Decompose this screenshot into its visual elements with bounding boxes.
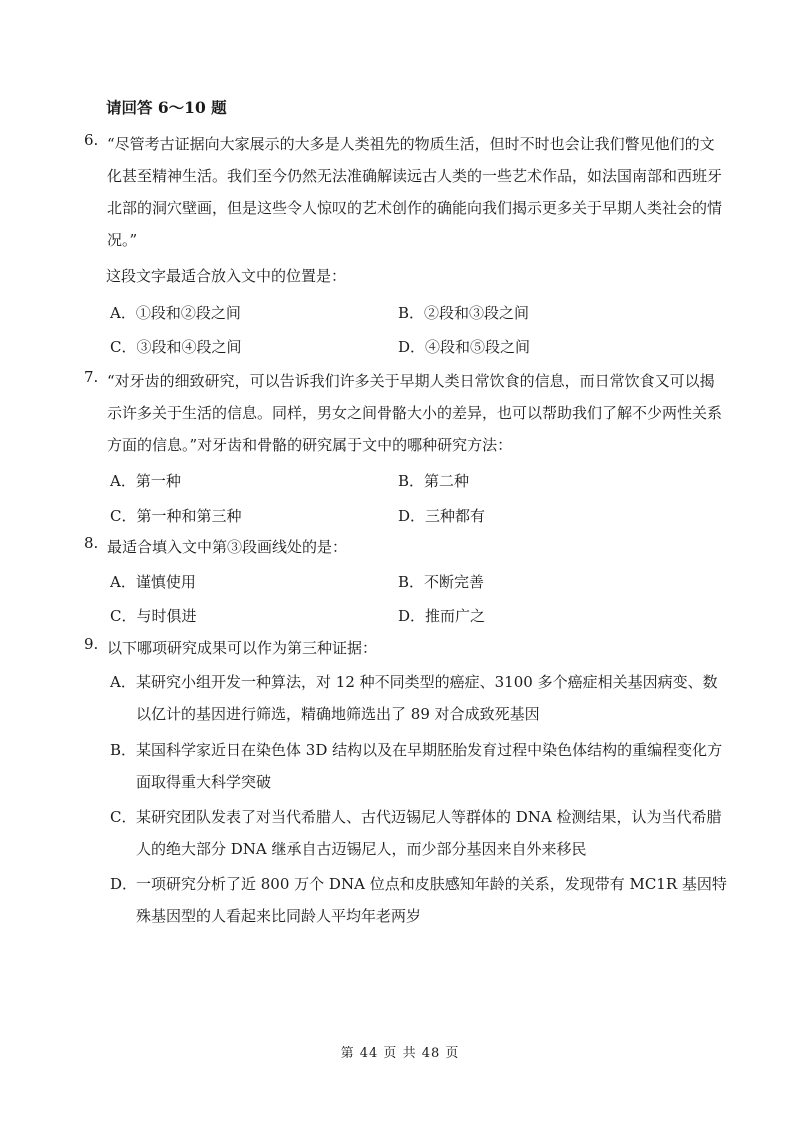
question-text: “对牙齿的细致研究，可以告诉我们许多关于早期人类日常饮食的信息，而日常饮食又可以揭示许多关于生活的信息。同样，男女之间骨骼大小的差异，也可以帮助我们了解不少两性关系方面的信息。”对牙齿和骨骼的研究属于文中的哪种研究方法： (107, 372, 723, 454)
question-6 (84, 128, 724, 256)
option-d (110, 868, 728, 932)
option-label: D． (110, 875, 138, 893)
option-d: D．推而广之 (398, 607, 486, 625)
option-b: B．②段和③段之间 (398, 304, 530, 322)
option-c: C．③段和④段之间 (110, 338, 242, 356)
question-number: 9. (84, 635, 99, 653)
option-a: A．谨慎使用 (110, 573, 196, 591)
question-text: 以下哪项研究成果可以作为第三种证据： (107, 639, 378, 657)
question-prompt: 这段文字最适合放入文中的位置是： (106, 267, 347, 285)
option-text: 某研究团队发表了对当代希腊人、古代迈锡尼人等群体的 DNA 检测结果，认为当代希腊人的绝大部分 DNA 继承自古迈锡尼人，而少部分基因来自外来移民 (136, 808, 722, 858)
question-8 (84, 531, 724, 563)
option-c: C．与时俱进 (110, 607, 197, 625)
option-text: 一项研究分析了近 800 万个 DNA 位点和皮肤感知年龄的关系，发现带有 MC1R 基因特殊基因型的人看起来比同龄人平均年老两岁 (136, 875, 727, 925)
option-b: B．不断完善 (398, 573, 485, 591)
option-a: A．①段和②段之间 (110, 304, 241, 322)
question-number: 8. (84, 534, 99, 552)
question-9 (84, 632, 724, 664)
option-d: D．三种都有 (398, 507, 486, 525)
option-label: A． (110, 673, 136, 691)
option-a: A．第一种 (110, 472, 181, 490)
option-a (110, 666, 728, 730)
option-text: 某国科学家近日在染色体 3D 结构以及在早期胚胎发育过程中染色体结构的重编程变化方面取得重大科学突破 (136, 741, 723, 791)
question-text: 最适合填入文中第③段画线处的是： (107, 538, 348, 556)
question-7 (84, 365, 724, 461)
option-c: C．第一种和第三种 (110, 507, 242, 525)
question-number: 6. (84, 131, 99, 149)
option-c (110, 801, 728, 865)
option-b: B．第二种 (398, 472, 470, 490)
option-label: B． (110, 741, 137, 759)
question-number: 7. (84, 368, 99, 386)
option-label: C． (110, 808, 137, 826)
section-heading: 请回答 6～10 题 (106, 98, 227, 117)
option-b (110, 734, 728, 798)
option-d: D．④段和⑤段之间 (398, 338, 531, 356)
option-text: 某研究小组开发一种算法，对 12 种不同类型的癌症、3100 多个癌症相关基因病变、数以亿计的基因进行筛选，精确地筛选出了 89 对合成致死基因 (136, 673, 718, 723)
question-text: “尽管考古证据向大家展示的大多是人类祖先的物质生活，但时不时也会让我们瞥见他们的文化甚至精神生活。我们至今仍然无法准确解读远古人类的一些艺术作品，如法国南部和西班牙北部的洞穴壁画，但是这些令人惊叹的艺术创作的确能向我们揭示更多关于早期人类社会的情况。” (107, 135, 723, 249)
page-footer: 第 44 页 共 48 页 (340, 1046, 460, 1061)
